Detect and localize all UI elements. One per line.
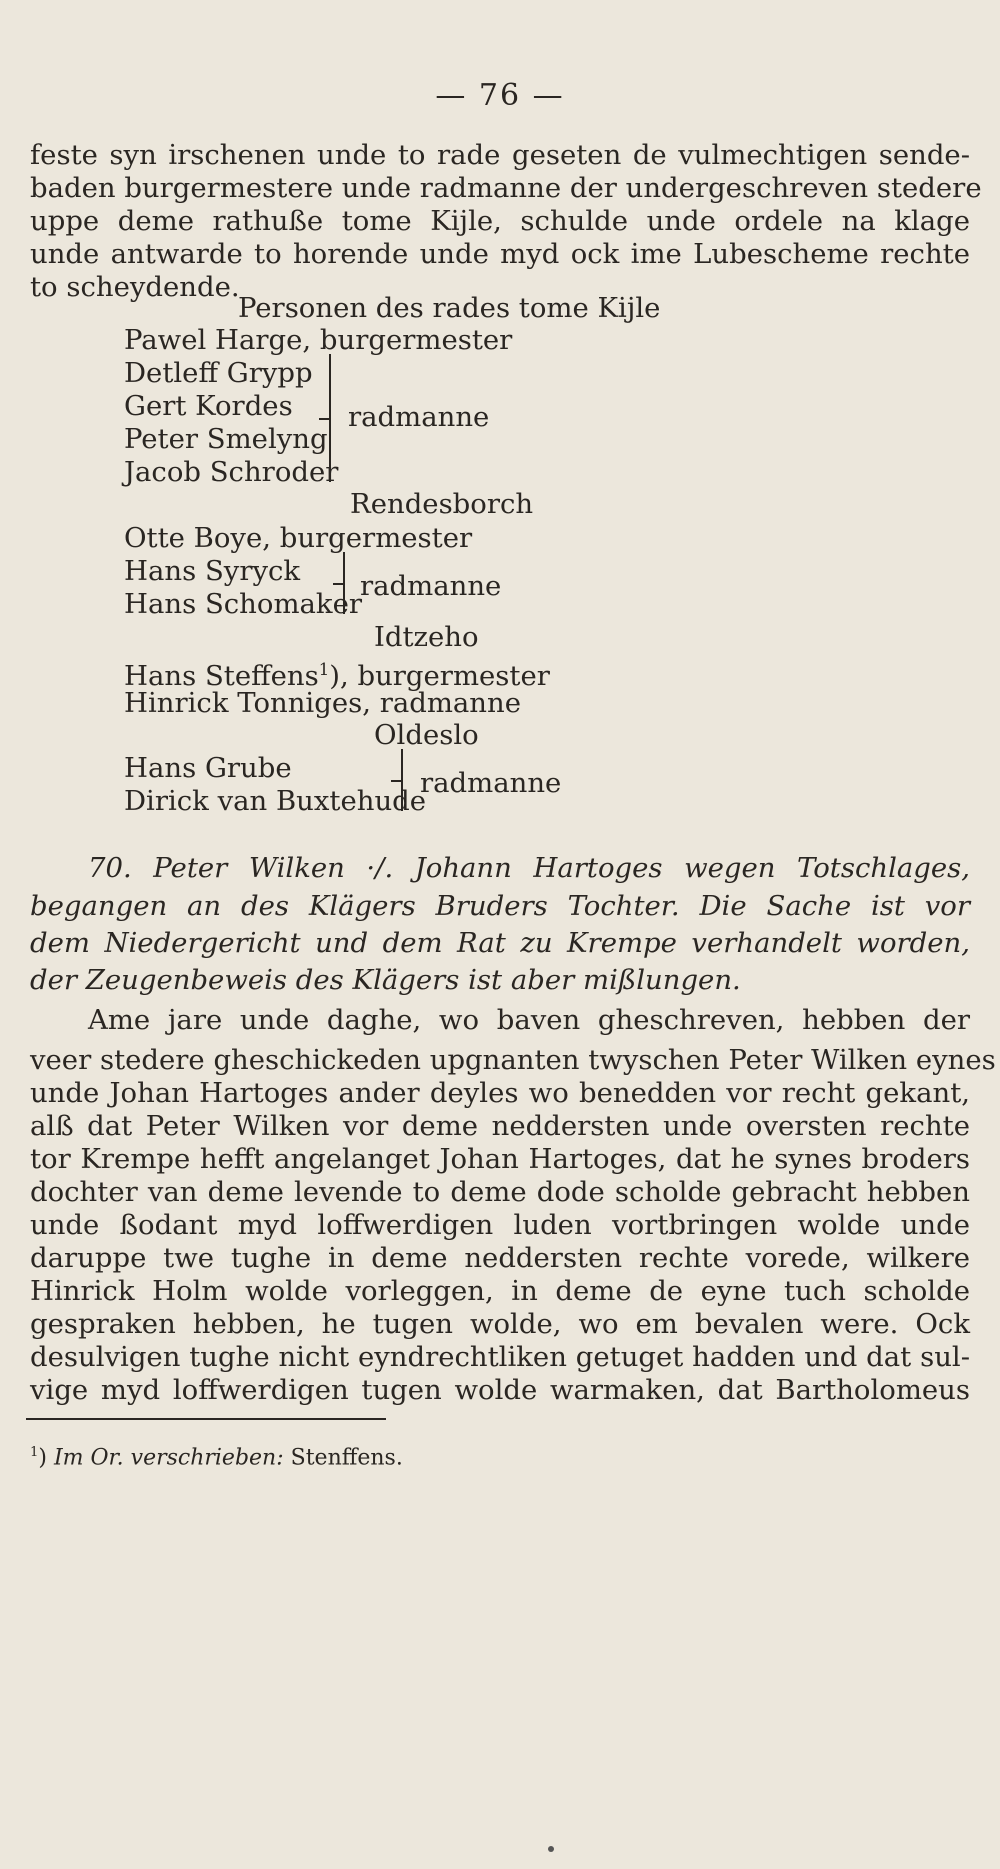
oldesloe-brace bbox=[401, 749, 413, 811]
body-line-10: gespraken hebben, he tugen wolde, wo em bevalen were. Ock bbox=[30, 1308, 970, 1340]
body-line-7: unde ßodant myd loffwerdigen luden vortbringen wolde unde bbox=[30, 1209, 970, 1241]
body-line-5: tor Krempe hefft angelanget Johan Hartoges, dat he synes broders bbox=[30, 1143, 970, 1175]
kiel-radmann-3: Peter Smelyng bbox=[124, 423, 328, 455]
kiel-brace bbox=[329, 354, 341, 482]
page-number: — 76 — bbox=[435, 78, 565, 113]
rendsburg-radmann-1: Hans Syryck bbox=[124, 555, 301, 587]
footnote-ref-marker: 1 bbox=[318, 660, 330, 679]
oldesloe-heading: Oldeslo bbox=[374, 719, 479, 751]
footnote-rule bbox=[26, 1418, 386, 1420]
body-line-2: veer stedere gheschickeden upgnanten twyschen Peter Wilken eynes bbox=[30, 1044, 996, 1076]
itzehoe-heading: Idtzeho bbox=[374, 621, 479, 653]
body-line-3: unde Johan Hartoges ander deyles wo benedden vor recht gekant, bbox=[30, 1077, 970, 1109]
body-line-8: daruppe twe tughe in deme neddersten rechte vorede, wilkere bbox=[30, 1242, 970, 1274]
rendsburg-radmanne-label: radmanne bbox=[360, 570, 502, 602]
body-line-1: Ame jare unde daghe, wo baven gheschreven, hebben der bbox=[88, 1004, 970, 1036]
intro-line-4: unde antwarde to horende unde myd ock ime Lubescheme rechte bbox=[30, 238, 970, 270]
kiel-radmann-1: Detleff Grypp bbox=[124, 357, 313, 389]
footnote-italic: Im Or. verschrieben: bbox=[53, 1445, 284, 1471]
footnote-text: Stenffens. bbox=[290, 1445, 403, 1471]
intro-line-5: to scheydende. bbox=[30, 271, 240, 303]
rendsburg-burgermester: Otte Boye, burgermester bbox=[124, 522, 473, 554]
itzehoe-radmann: Hinrick Tonniges, radmanne bbox=[124, 687, 522, 719]
body-line-4: alß dat Peter Wilken vor deme neddersten unde oversten rechte bbox=[30, 1110, 970, 1142]
itzehoe-burgermester-name: Hans Steffens bbox=[124, 660, 319, 693]
oldesloe-radmann-1: Hans Grube bbox=[124, 752, 292, 784]
body-line-9: Hinrick Holm wolde vorleggen, in deme de eyne tuch scholde bbox=[30, 1275, 970, 1307]
rendsburg-brace bbox=[343, 552, 355, 614]
rendsburg-heading: Rendesborch bbox=[350, 488, 534, 520]
stray-mark bbox=[548, 1846, 554, 1852]
rendsburg-radmann-2: Hans Schomaker bbox=[124, 588, 363, 620]
section-title-line-2: begangen an des Klägers Bruders Tochter. Die Sache ist vor bbox=[30, 890, 970, 922]
kiel-burgermester: Pawel Harge, burgermester bbox=[124, 324, 513, 356]
itzehoe-burgermester-title: ), burgermester bbox=[329, 660, 550, 693]
intro-line-3: uppe deme rathuße tome Kijle, schulde unde ordele na klage bbox=[30, 205, 970, 237]
kiel-radmann-4: Jacob Schroder bbox=[124, 456, 339, 488]
section-title-line-1: 70. Peter Wilken ·/. Johann Hartoges wegen Totschlages, bbox=[88, 852, 970, 884]
kiel-radmanne-label: radmanne bbox=[348, 401, 490, 433]
oldesloe-radmann-2: Dirick van Buxtehude bbox=[124, 785, 427, 817]
body-line-11: desulvigen tughe nicht eyndrechtliken getuget hadden und dat sul- bbox=[30, 1341, 970, 1373]
kiel-radmann-2: Gert Kordes bbox=[124, 390, 293, 422]
body-line-6: dochter van deme levende to deme dode scholde gebracht hebben bbox=[30, 1176, 970, 1208]
kiel-heading: Personen des rades tome Kijle bbox=[238, 292, 661, 324]
oldesloe-radmanne-label: radmanne bbox=[420, 767, 562, 799]
section-title-line-3: dem Niedergericht und dem Rat zu Krempe verhandelt worden, bbox=[30, 927, 970, 959]
body-line-12: vige myd loffwerdigen tugen wolde warmaken, dat Bartholomeus bbox=[30, 1374, 970, 1406]
footnote-marker: 1 bbox=[30, 1445, 39, 1460]
intro-line-1: feste syn irschenen unde to rade geseten de vulmechtigen sende- bbox=[30, 139, 970, 171]
section-title-line-4: der Zeugenbeweis des Klägers ist aber mißlungen. bbox=[30, 964, 741, 996]
intro-line-2: baden burgermestere unde radmanne der undergeschreven stedere bbox=[30, 172, 982, 204]
footnote: $^1$) Im Or. verschrieben: Stenffens. bbox=[30, 1445, 403, 1471]
